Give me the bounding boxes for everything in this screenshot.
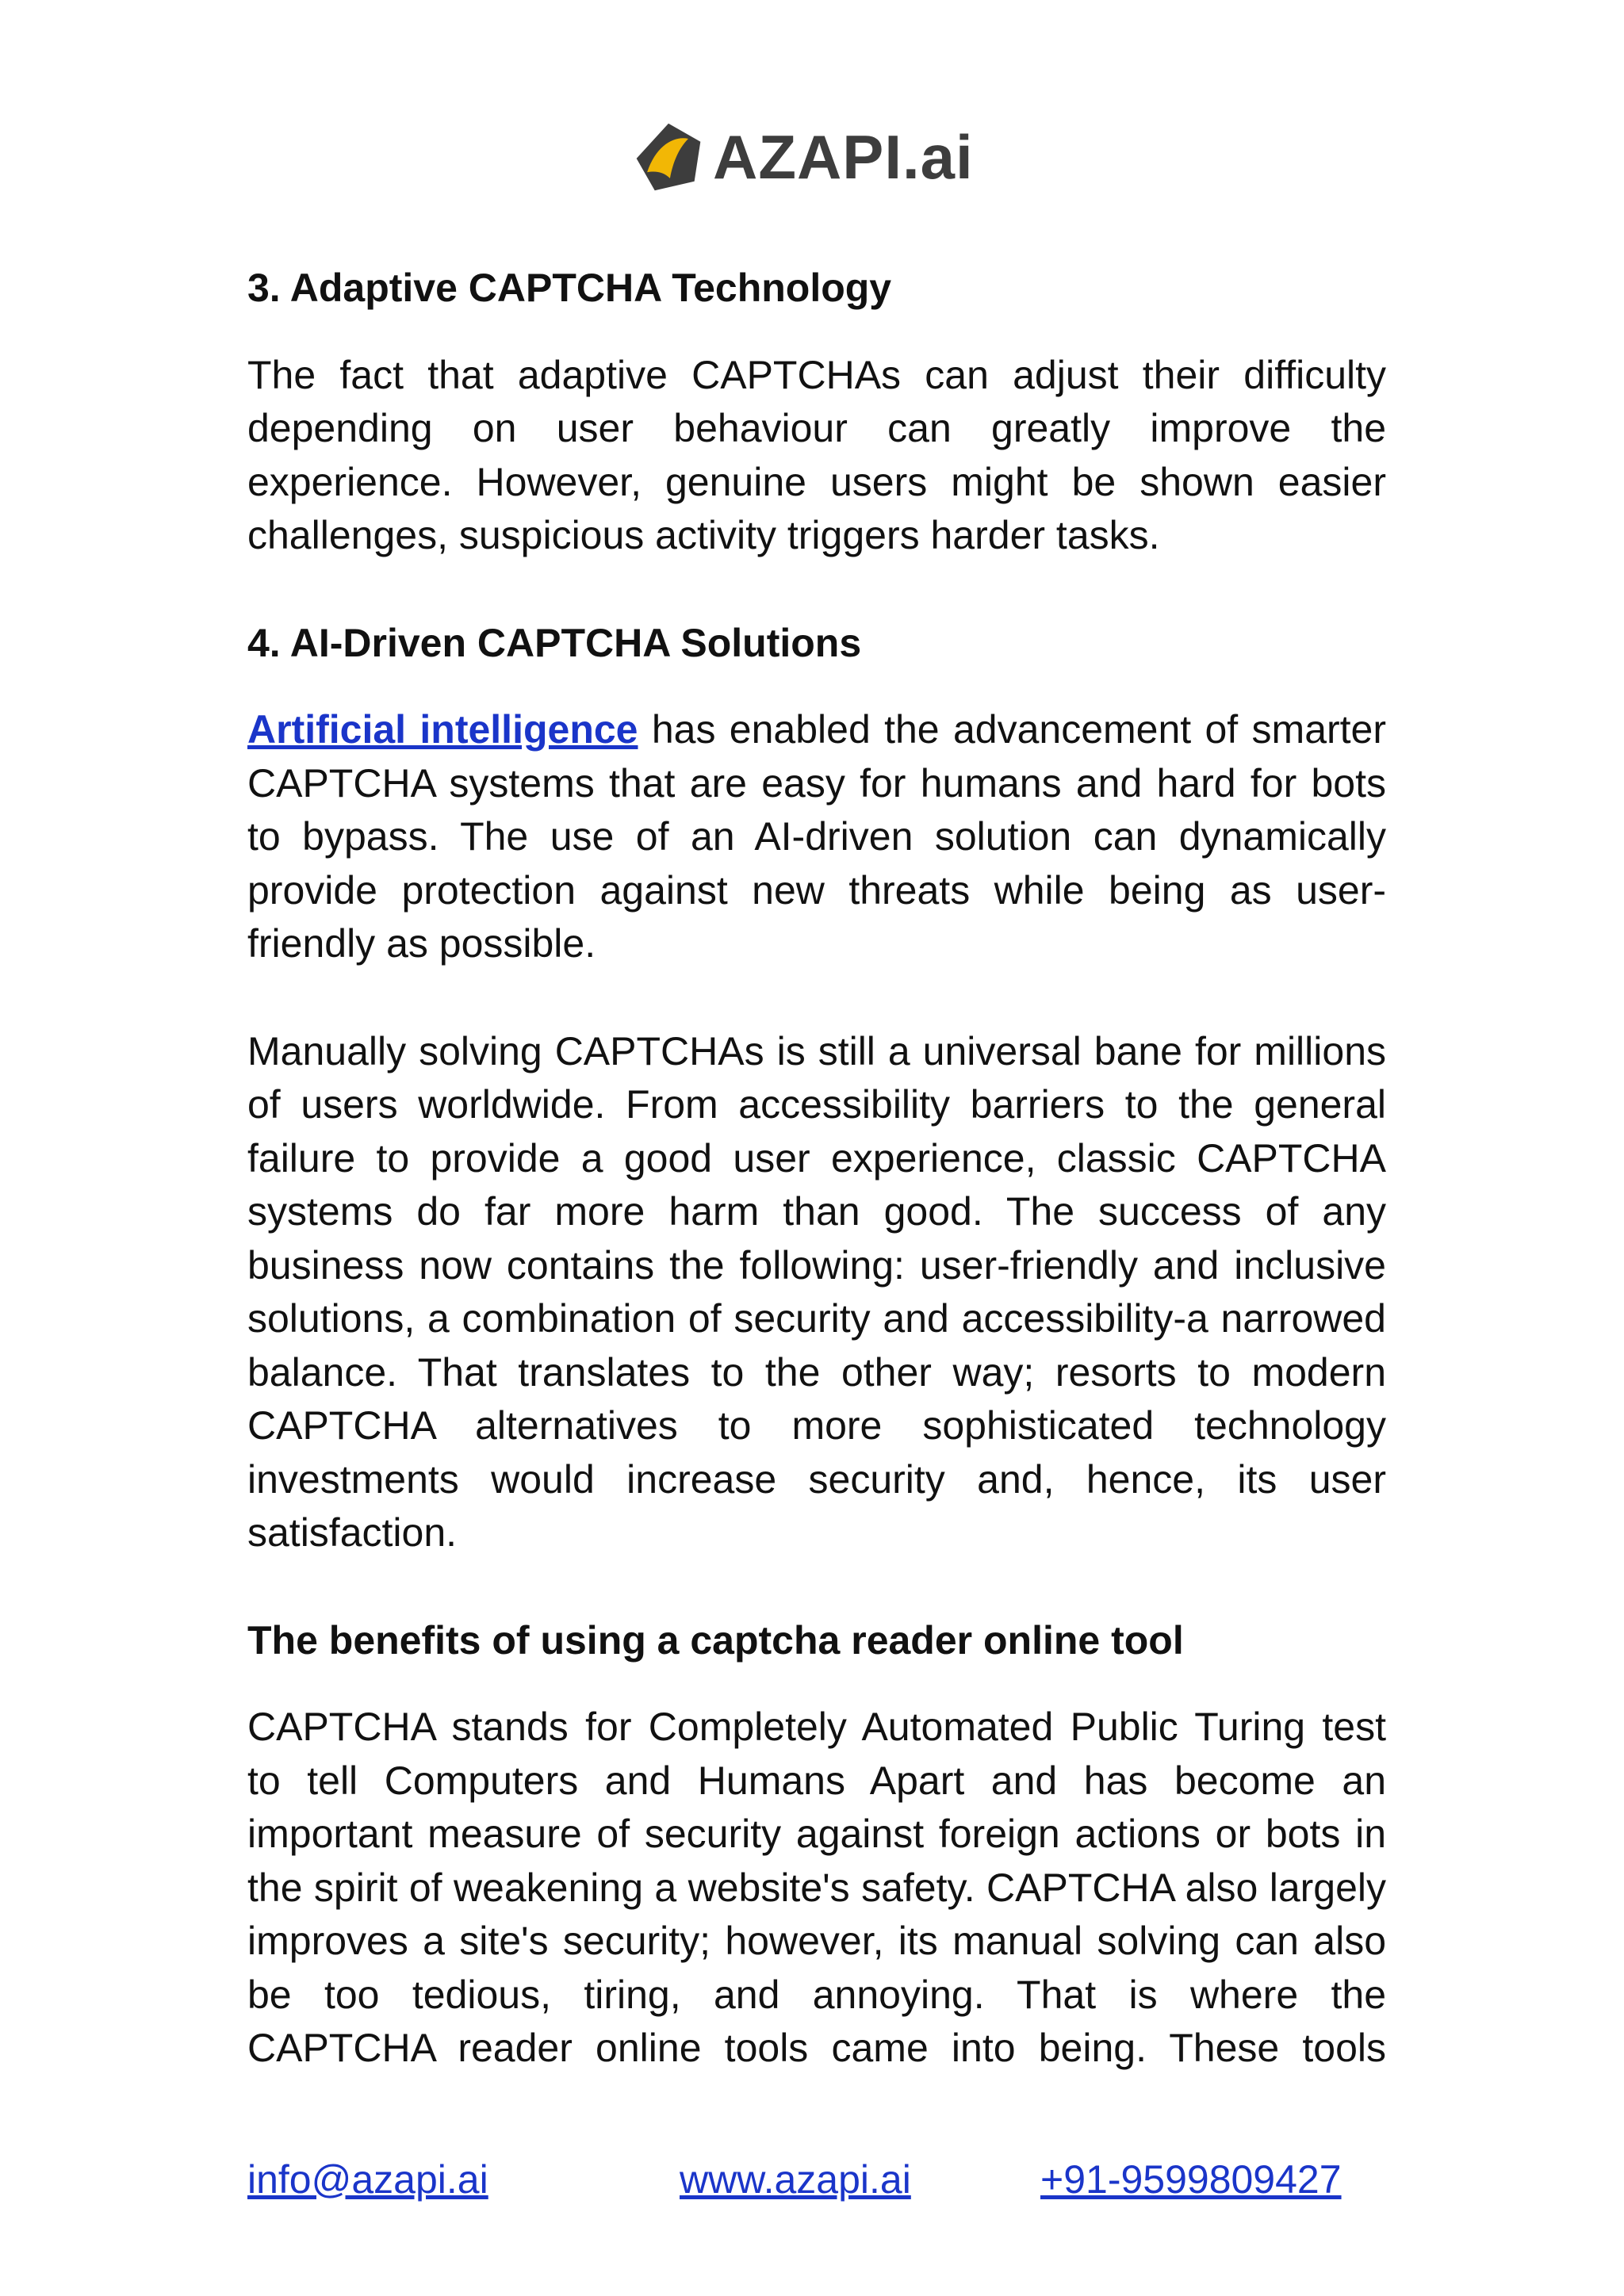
page-footer	[247, 2156, 1397, 2212]
azapi-logo-icon	[630, 119, 707, 195]
artificial-intelligence-link[interactable]: Artificial intelligence	[247, 707, 638, 752]
section-paragraph: The fact that adaptive CAPTCHAs can adjust their difficulty depending on user behaviour can greatly improve the experience. However, genuine users might be shown easier challenges, suspicious activity triggers harder tasks.	[247, 352, 1386, 557]
paragraph-text: has enabled the advancement of smarter CAPTCHA systems that are easy for humans and hard for bots to bypass. The use of an AI-driven solution can dynamically provide protection against new threats while being as user-friendly as possible.	[247, 707, 1387, 966]
section-heading: 4. AI-Driven CAPTCHA Solutions	[247, 620, 862, 665]
document-body	[247, 262, 1386, 2130]
section-paragraph: CAPTCHA stands for Completely Automated Public Turing test to tell Computers and Humans Apart and has become an important measure of security against foreign actions or bots in the spirit of weakening a website's safety. CAPTCHA also largely improves a site's security; however, its manual solving can also be too tedious, tiring, and annoying. That is where the CAPTCHA reader online tools came into being. These tools	[247, 1705, 1386, 2070]
section-heading: 3. Adaptive CAPTCHA Technology	[247, 266, 892, 310]
footer-email-link[interactable]: info@azapi.ai	[247, 2157, 488, 2202]
brand-logo	[630, 119, 1003, 195]
brand-name: AZAPI.ai	[713, 122, 974, 192]
footer-phone-link[interactable]: +91-9599809427	[1040, 2157, 1342, 2202]
section-heading: The benefits of using a captcha reader online tool	[247, 1617, 1184, 1663]
footer-website-link[interactable]: www.azapi.ai	[680, 2157, 911, 2202]
section-paragraph: Manually solving CAPTCHAs is still a universal bane for millions of users worldwide. From accessibility barriers to the general failure to provide a good user experience, classic CAPTCHA systems do far more harm than good. The success of any business now contains the following: user-friendly and inclusive solutions, a combination of security and accessibility-a narrowed balance. That translates to the other way; resorts to modern CAPTCHA alternatives to more sophisticated technology investments would increase security and, hence, its user satisfaction.	[247, 1028, 1386, 1555]
section-paragraph	[247, 703, 1386, 971]
